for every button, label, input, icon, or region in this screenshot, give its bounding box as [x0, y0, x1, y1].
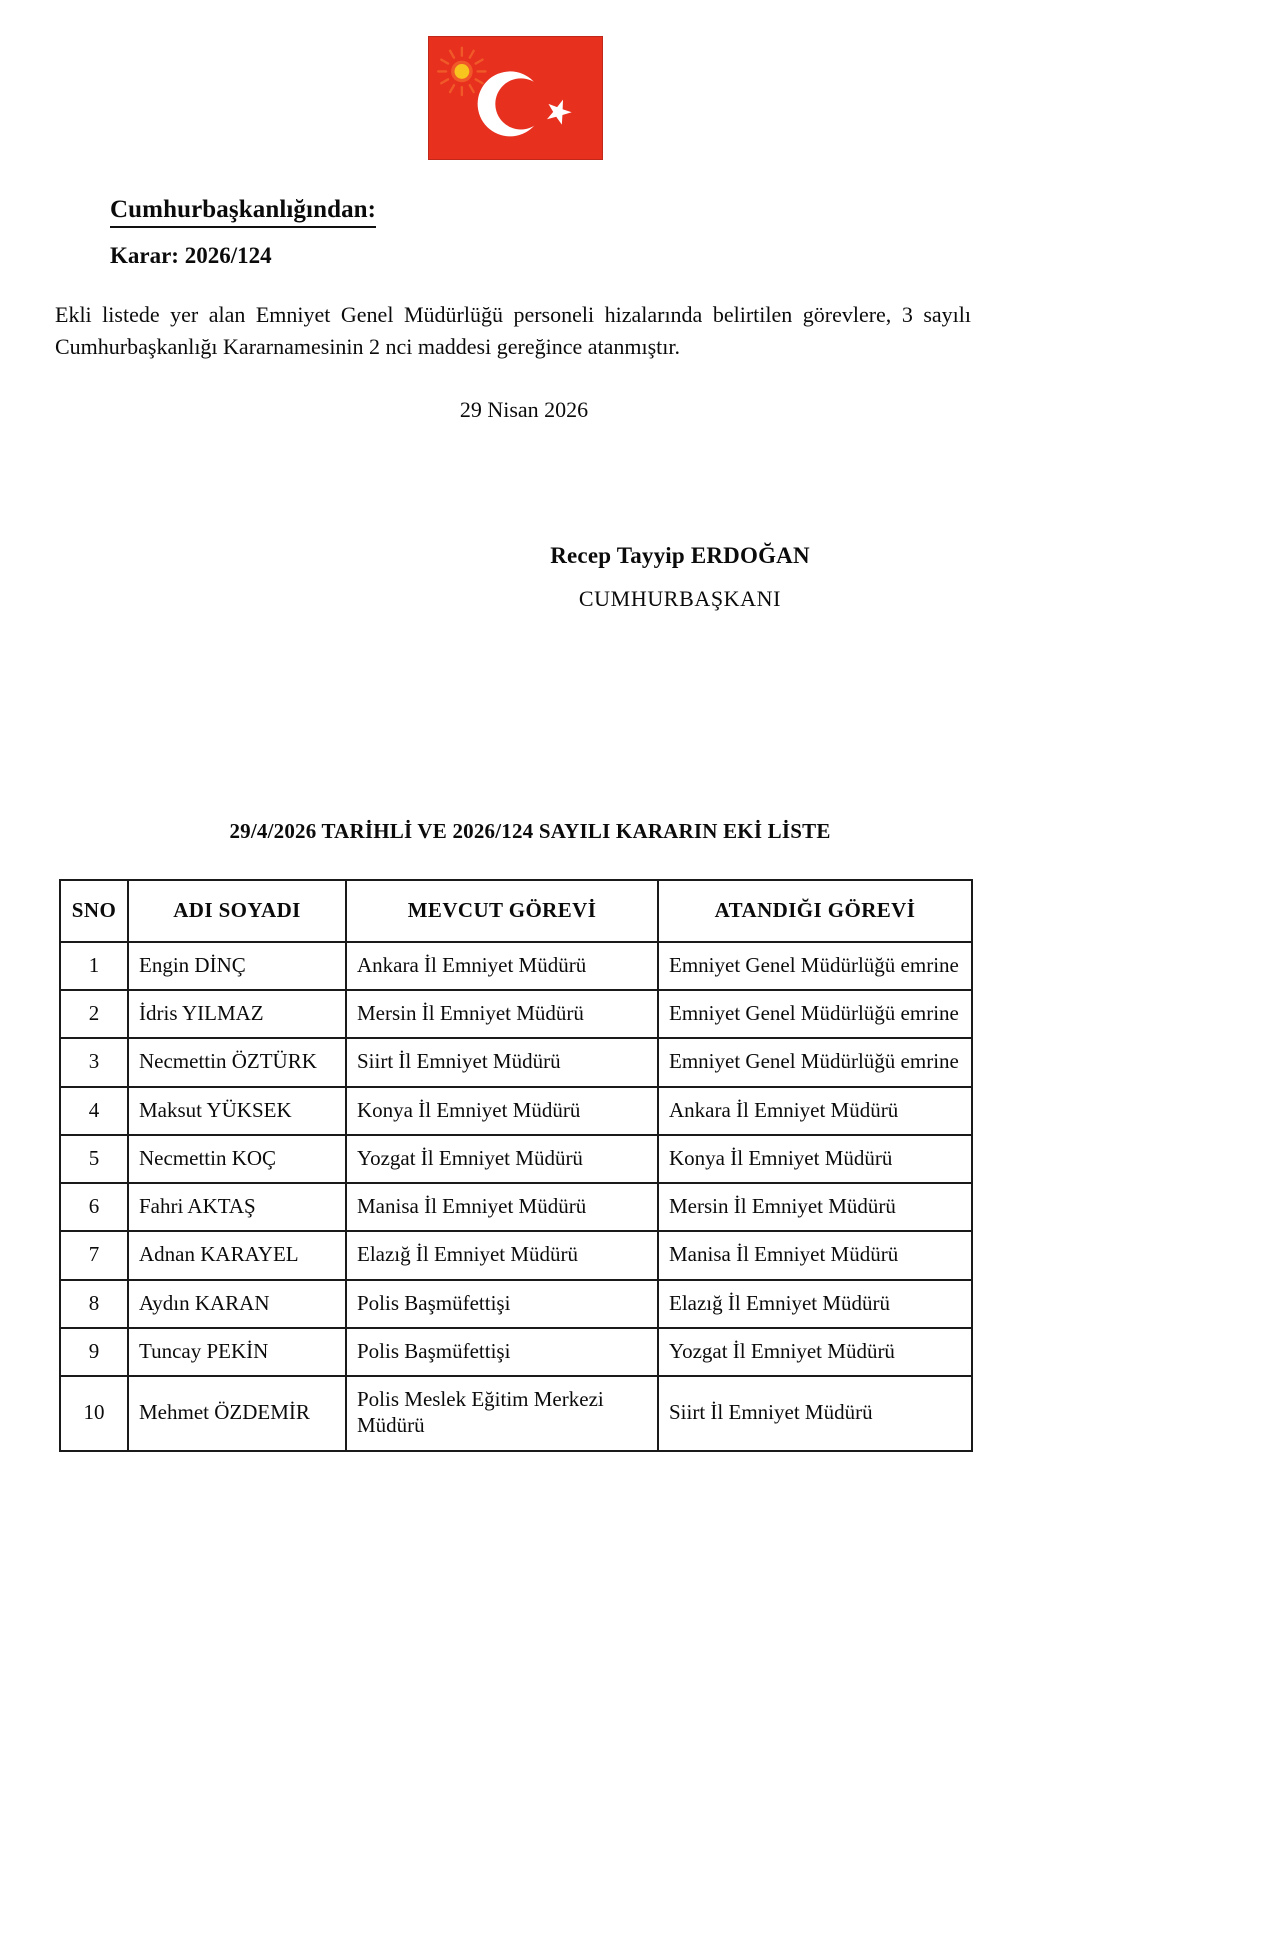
cell-assigned-post: Manisa İl Emniyet Müdürü — [658, 1231, 972, 1279]
cell-current-post: Polis Başmüfettişi — [346, 1328, 658, 1376]
cell-sno: 4 — [60, 1087, 128, 1135]
cell-name: Fahri AKTAŞ — [128, 1183, 346, 1231]
cell-assigned-post: Emniyet Genel Müdürlüğü emrine — [658, 1038, 972, 1086]
cell-name: Mehmet ÖZDEMİR — [128, 1376, 346, 1451]
cell-sno: 3 — [60, 1038, 128, 1086]
table-head — [60, 880, 972, 942]
decision-date: 29 Nisan 2026 — [459, 397, 589, 423]
decision-date-row — [55, 397, 975, 423]
cell-current-post: Yozgat İl Emniyet Müdürü — [346, 1135, 658, 1183]
table-row — [60, 1038, 972, 1086]
body-paragraph: Ekli listede yer alan Emniyet Genel Müdürlüğü personeli hizalarında belirtilen görevlere, 3 sayılı Cumhurbaşkanlığı Kararnamesinin 2 nci maddesi gereğince atanmıştır. — [55, 302, 971, 360]
table-row — [60, 1087, 972, 1135]
column-header-name: ADI SOYADI — [128, 880, 346, 942]
cell-sno: 1 — [60, 942, 128, 990]
cell-current-post: Konya İl Emniyet Müdürü — [346, 1087, 658, 1135]
column-header-current-post: MEVCUT GÖREVİ — [346, 880, 658, 942]
signatory-name: Recep Tayyip ERDOĞAN — [550, 543, 810, 569]
cell-current-post: Ankara İl Emniyet Müdürü — [346, 942, 658, 990]
cell-assigned-post: Emniyet Genel Müdürlüğü emrine — [658, 942, 972, 990]
cell-name: Engin DİNÇ — [128, 942, 346, 990]
cell-sno: 5 — [60, 1135, 128, 1183]
document-content — [0, 160, 1030, 844]
cell-current-post: Mersin İl Emniyet Müdürü — [346, 990, 658, 1038]
appointments-table — [59, 879, 973, 1452]
cell-sno: 6 — [60, 1183, 128, 1231]
table-row — [60, 1328, 972, 1376]
signatory-title: CUMHURBAŞKANI — [578, 586, 782, 612]
table-body — [60, 942, 972, 1451]
decision-number: Karar: 2026/124 — [110, 242, 272, 268]
signature-block — [55, 541, 975, 613]
cell-sno: 2 — [60, 990, 128, 1038]
cell-name: Necmettin KOÇ — [128, 1135, 346, 1183]
table-header-row — [60, 880, 972, 942]
cell-sno: 8 — [60, 1280, 128, 1328]
table-row — [60, 1280, 972, 1328]
cell-assigned-post: Siirt İl Emniyet Müdürü — [658, 1376, 972, 1451]
cell-current-post: Elazığ İl Emniyet Müdürü — [346, 1231, 658, 1279]
cell-current-post: Polis Başmüfettişi — [346, 1280, 658, 1328]
column-header-sno: SNO — [60, 880, 128, 942]
cell-assigned-post: Ankara İl Emniyet Müdürü — [658, 1087, 972, 1135]
table-row — [60, 1135, 972, 1183]
turkish-flag-icon — [428, 36, 603, 160]
cell-name: Aydın KARAN — [128, 1280, 346, 1328]
cell-assigned-post: Yozgat İl Emniyet Müdürü — [658, 1328, 972, 1376]
cell-sno: 7 — [60, 1231, 128, 1279]
cell-name: Tuncay PEKİN — [128, 1328, 346, 1376]
flag-container — [0, 0, 1030, 160]
cell-name: Adnan KARAYEL — [128, 1231, 346, 1279]
issuing-authority-heading: Cumhurbaşkanlığından: — [110, 196, 376, 228]
cell-current-post: Siirt İl Emniyet Müdürü — [346, 1038, 658, 1086]
column-header-assigned-post: ATANDIĞI GÖREVİ — [658, 880, 972, 942]
table-row — [60, 1183, 972, 1231]
from-line-wrapper — [55, 160, 975, 228]
cell-name: Maksut YÜKSEK — [128, 1087, 346, 1135]
table-row — [60, 1231, 972, 1279]
cell-name: İdris YILMAZ — [128, 990, 346, 1038]
annex-title: 29/4/2026 TARİHLİ VE 2026/124 SAYILI KARARIN EKİ LİSTE — [229, 818, 831, 843]
table-row — [60, 942, 972, 990]
table-row — [60, 990, 972, 1038]
cell-assigned-post: Mersin İl Emniyet Müdürü — [658, 1183, 972, 1231]
table-row — [60, 1376, 972, 1451]
cell-name: Necmettin ÖZTÜRK — [128, 1038, 346, 1086]
cell-current-post: Polis Meslek Eğitim Merkezi Müdürü — [346, 1376, 658, 1451]
cell-assigned-post: Konya İl Emniyet Müdürü — [658, 1135, 972, 1183]
cell-assigned-post: Emniyet Genel Müdürlüğü emrine — [658, 990, 972, 1038]
cell-sno: 10 — [60, 1376, 128, 1451]
cell-current-post: Manisa İl Emniyet Müdürü — [346, 1183, 658, 1231]
cell-assigned-post: Elazığ İl Emniyet Müdürü — [658, 1280, 972, 1328]
cell-sno: 9 — [60, 1328, 128, 1376]
annex-table-container — [0, 879, 1030, 1452]
